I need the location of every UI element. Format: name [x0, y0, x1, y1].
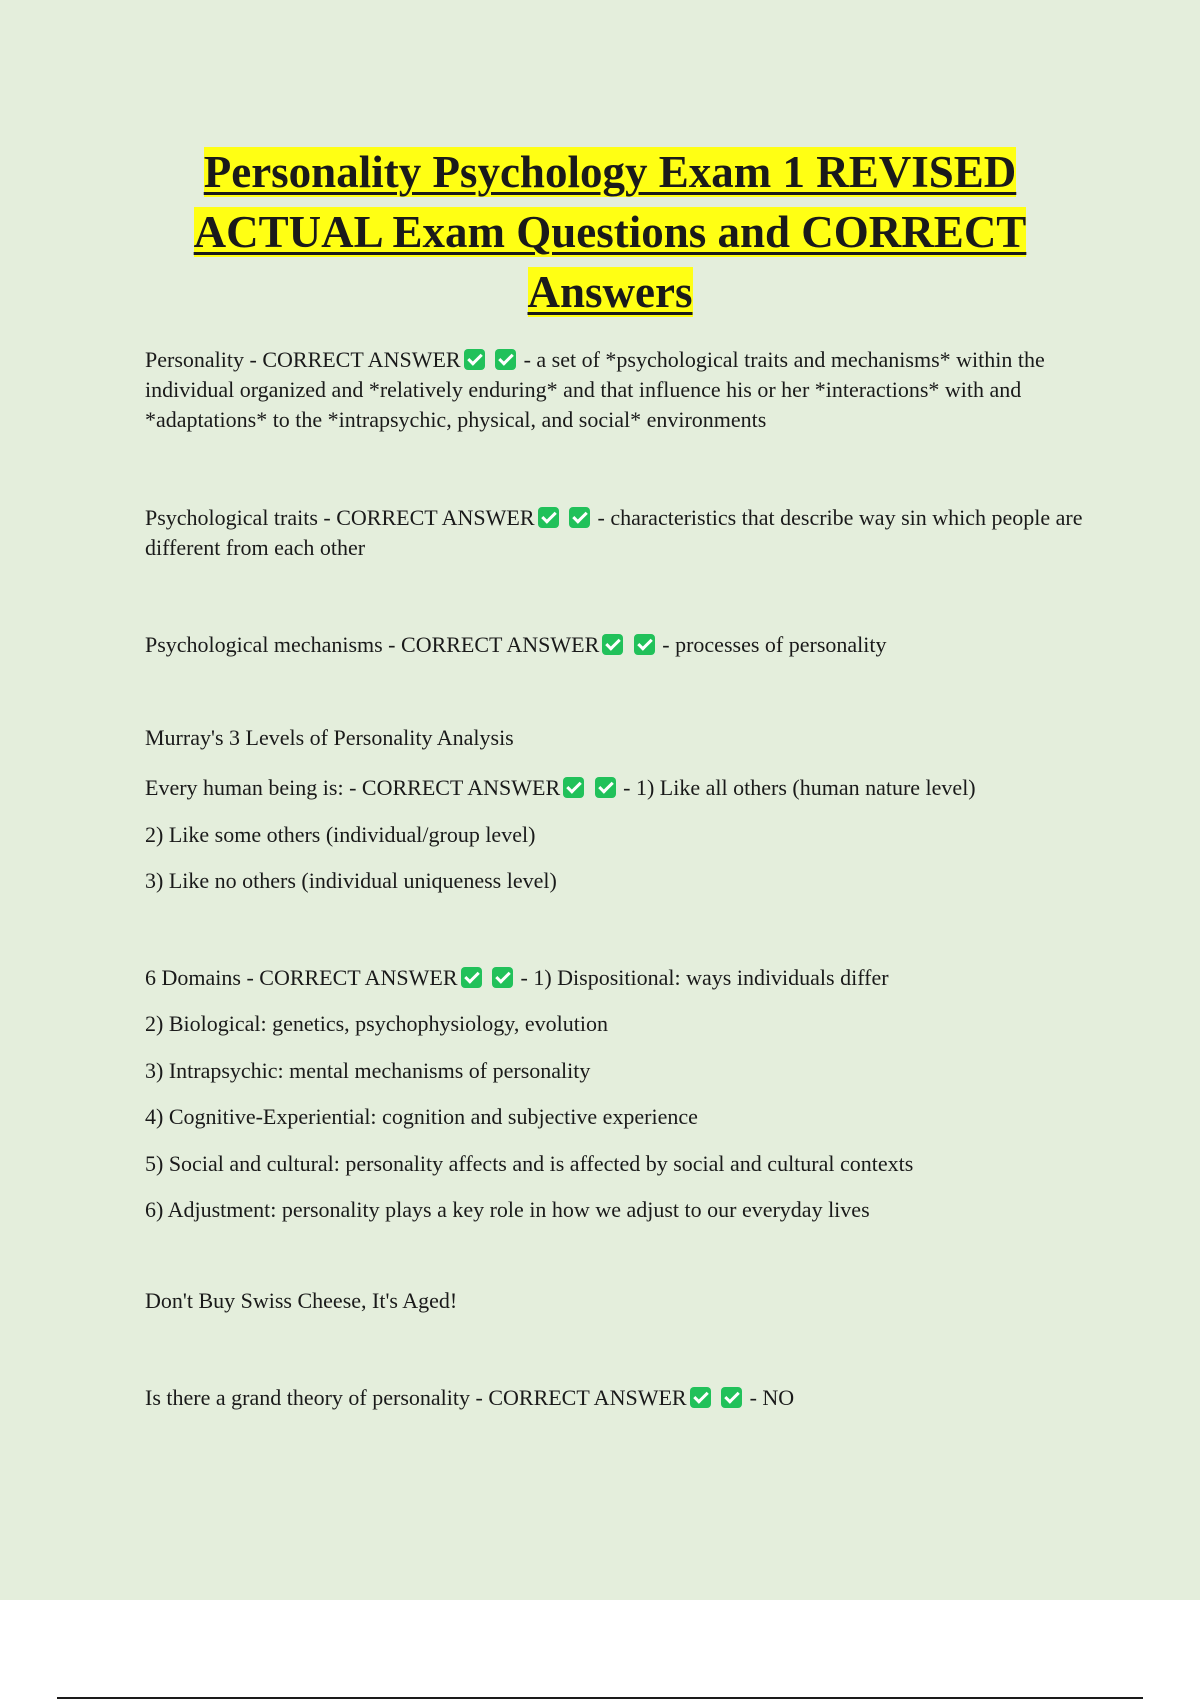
check-icon [634, 634, 655, 655]
check-icon [461, 967, 482, 988]
card-term: Psychological traits - [145, 505, 337, 530]
check-icon [495, 349, 516, 370]
footer-divider [57, 1697, 1143, 1699]
murray-line: 3) Like no others (individual uniqueness level) [145, 868, 557, 893]
mnemonic-text: Don't Buy Swiss Cheese, It's Aged! [145, 1288, 458, 1313]
card-murray-levels [145, 773, 1095, 803]
page-title-text: Personality Psychology Exam 1 REVISED ACTUAL Exam Questions and CORRECT Answers [193, 147, 1027, 317]
card-term: Psychological mechanisms - [145, 632, 402, 657]
check-icon [595, 777, 616, 798]
answer-tag: CORRECT ANSWER [401, 632, 600, 657]
check-icon [690, 1387, 711, 1408]
check-icon [721, 1387, 742, 1408]
murray-line: 2) Like some others (individual/group level) [145, 822, 536, 847]
card-definition: - 1) Dispositional: ways individuals differ [515, 965, 889, 990]
card-grand-theory [145, 1383, 1095, 1413]
answer-tag: CORRECT ANSWER [361, 775, 561, 800]
domain-line: 4) Cognitive-Experiential: cognition and subjective experience [145, 1104, 698, 1129]
page-title [140, 142, 1080, 322]
card-psychological-traits [145, 503, 1095, 563]
card-six-domains [145, 963, 1095, 993]
card-term: 6 Domains - [145, 965, 260, 990]
check-icon [563, 777, 584, 798]
card-psychological-mechanisms [145, 630, 1095, 660]
card-definition: - a set of *psychological traits and mechanisms* within the individual organized and *relatively enduring* and that influence his or her *interactions* with and *adaptations* to the *intrapsychic, physical, and social* environments [145, 347, 1045, 432]
answer-tag: CORRECT ANSWER [262, 347, 461, 372]
answer-tag: CORRECT ANSWER [336, 505, 535, 530]
check-icon [492, 967, 513, 988]
card-term: Is there a grand theory of personality - [145, 1385, 489, 1410]
card-definition: - characteristics that describe way sin which people are different from each other [145, 505, 1083, 560]
answer-tag: CORRECT ANSWER [488, 1385, 687, 1410]
answer-tag: CORRECT ANSWER [259, 965, 458, 990]
card-personality [145, 345, 1095, 435]
domain-line: 3) Intrapsychic: mental mechanisms of personality [145, 1058, 591, 1083]
card-definition: - processes of personality [656, 632, 887, 657]
card-definition: - NO [744, 1385, 795, 1410]
card-definition: - 1) Like all others (human nature level) [617, 775, 976, 800]
murray-heading: Murray's 3 Levels of Personality Analysis [145, 725, 514, 750]
domain-line: 6) Adjustment: personality plays a key role in how we adjust to our everyday lives [145, 1197, 870, 1222]
check-icon [602, 634, 623, 655]
check-icon [464, 349, 485, 370]
domain-line: 5) Social and cultural: personality affects and is affected by social and cultural contexts [145, 1151, 914, 1176]
card-term: Personality - [145, 347, 263, 372]
domain-line: 2) Biological: genetics, psychophysiology, evolution [145, 1011, 608, 1036]
check-icon [538, 507, 559, 528]
check-icon [569, 507, 590, 528]
card-term: Every human being is: - [145, 775, 362, 800]
